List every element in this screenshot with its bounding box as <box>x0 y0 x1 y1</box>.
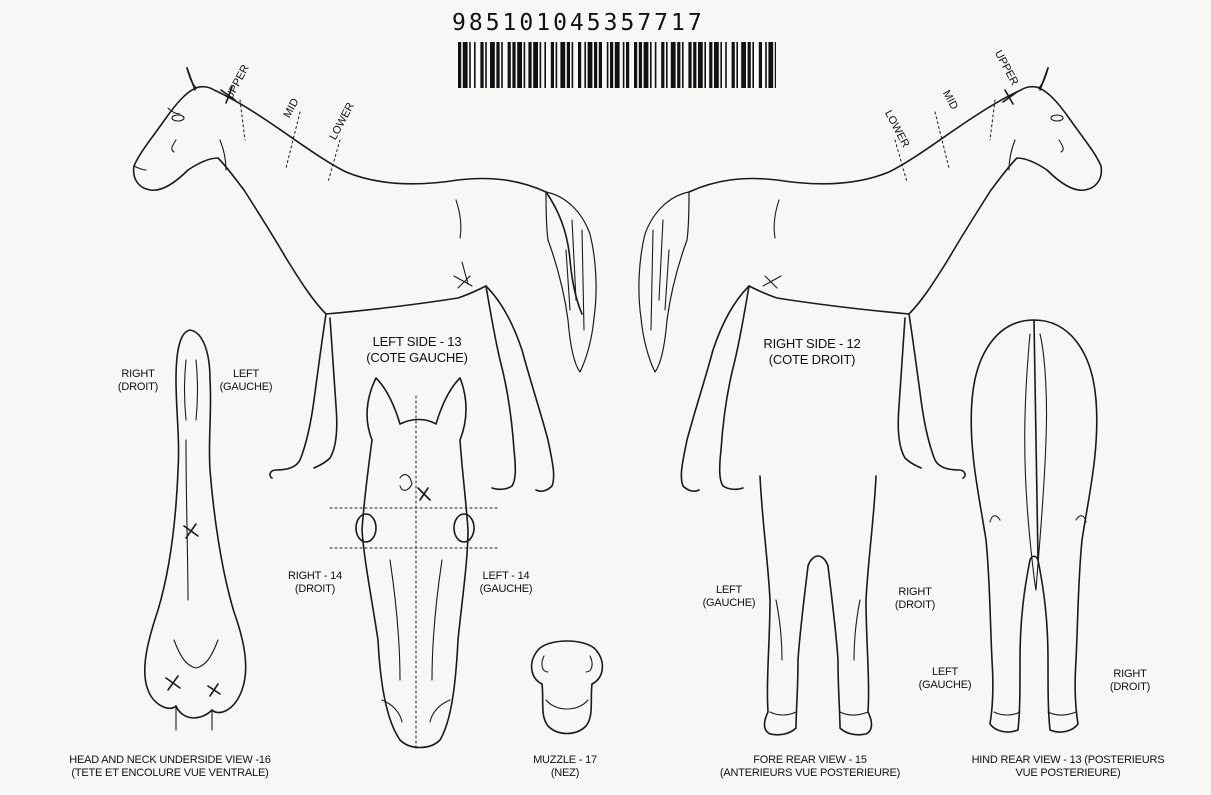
barcode-bar <box>528 42 531 88</box>
barcode-bar <box>693 42 696 88</box>
left-side-horse-figure <box>134 68 596 491</box>
barcode-bar <box>480 42 483 88</box>
barcode-bar <box>709 42 712 88</box>
barcode-bar <box>474 42 476 88</box>
barcode-bar <box>610 42 613 88</box>
barcode-bar <box>567 42 570 88</box>
fore-rear-left-label: LEFT (GAUCHE) <box>702 584 756 609</box>
barcode-bar <box>544 42 546 88</box>
head-front-left-label: LEFT - 14 (GAUCHE) <box>479 570 533 595</box>
barcode-bar <box>775 42 776 88</box>
left-mid-neck-label: MID <box>281 96 302 120</box>
barcode-bar <box>634 42 637 88</box>
barcode-bar <box>725 42 727 88</box>
muzzle-caption: MUZZLE - 17 (NEZ) <box>533 754 597 779</box>
barcode-bar <box>578 42 581 88</box>
muzzle-figure <box>532 641 603 734</box>
underside-caption: HEAD AND NECK UNDERSIDE VIEW -16 (TETE ET ENCOLURE VUE VENTRALE) <box>69 754 271 779</box>
barcode-graphic <box>458 42 776 88</box>
hind-rear-right-label: RIGHT (DROIT) <box>1109 668 1151 693</box>
barcode-bar <box>588 42 593 88</box>
barcode-bar <box>490 42 495 88</box>
left-side-caption: LEFT SIDE - 13 (COTE GAUCHE) <box>366 334 468 365</box>
barcode-bar <box>599 42 602 88</box>
barcode-bar <box>496 42 499 88</box>
right-lower-neck-label: LOWER <box>882 108 912 150</box>
right-side-caption: RIGHT SIDE - 12 (COTE DROIT) <box>763 336 861 367</box>
barcode-bar <box>626 42 629 88</box>
barcode-bar <box>736 42 738 88</box>
barcode-bar <box>759 42 762 88</box>
barcode-bar <box>671 42 676 88</box>
barcode-bar <box>458 42 461 88</box>
barcode-bar <box>768 42 773 88</box>
hind-rear-view-figure <box>971 320 1097 732</box>
barcode-bar <box>732 42 735 88</box>
barcode-bar <box>584 42 586 88</box>
barcode-bar <box>644 42 649 88</box>
barcode-bar <box>615 42 620 88</box>
barcode-bar <box>556 42 558 88</box>
barcode-bar <box>655 42 657 88</box>
right-upper-neck-label: UPPER <box>992 48 1021 88</box>
barcode-bar <box>524 42 526 88</box>
barcode-bar <box>666 42 668 88</box>
barcode-bar <box>517 42 522 88</box>
right-side-horse-figure <box>639 68 1101 491</box>
barcode-bar <box>677 42 680 88</box>
barcode-bar <box>512 42 515 88</box>
fore-rear-right-label: RIGHT (DROIT) <box>894 586 936 611</box>
barcode-bar <box>720 42 722 88</box>
barcode-bar <box>533 42 538 88</box>
barcode-bar <box>704 42 706 88</box>
barcode-bar <box>508 42 511 88</box>
barcode-bar <box>682 42 684 88</box>
barcode-bar <box>540 42 542 88</box>
underside-right-label: RIGHT (DROIT) <box>117 368 159 393</box>
barcode-bar <box>501 42 503 88</box>
fore-rear-view-figure <box>760 476 876 735</box>
barcode-bar <box>485 42 487 88</box>
barcode-bar <box>623 42 625 88</box>
barcode-bar <box>469 42 471 88</box>
left-lower-neck-label: LOWER <box>327 100 357 142</box>
hind-rear-caption: HIND REAR VIEW - 13 (POSTERIEURS VUE POSTERIEURE) <box>971 754 1165 779</box>
underside-left-label: LEFT (GAUCHE) <box>219 368 273 393</box>
head-front-figure <box>330 378 500 748</box>
left-upper-neck-label: UPPER <box>223 62 252 102</box>
barcode-bar <box>551 42 554 88</box>
barcode-number: 985101045357717 <box>452 10 705 36</box>
barcode-bar <box>594 42 597 88</box>
hind-rear-left-label: LEFT (GAUCHE) <box>918 666 972 691</box>
barcode-bar <box>572 42 574 88</box>
barcode-bar <box>748 42 751 88</box>
barcode-bar <box>714 42 719 88</box>
barcode-bar <box>765 42 767 88</box>
barcode-bar <box>661 42 664 88</box>
barcode-bar <box>741 42 746 88</box>
right-mid-neck-label: MID <box>940 88 961 112</box>
barcode-bar <box>607 42 609 88</box>
barcode-bar <box>688 42 691 88</box>
barcode-bar <box>560 42 565 88</box>
barcode-bar <box>639 42 642 88</box>
fore-rear-caption: FORE REAR VIEW - 15 (ANTERIEURS VUE POSTERIEURE) <box>719 754 901 779</box>
barcode-bar <box>752 42 754 88</box>
barcode-bar <box>463 42 468 88</box>
barcode-bar <box>650 42 652 88</box>
head-front-right-label: RIGHT - 14 (DROIT) <box>287 570 343 595</box>
barcode-bar <box>698 42 703 88</box>
